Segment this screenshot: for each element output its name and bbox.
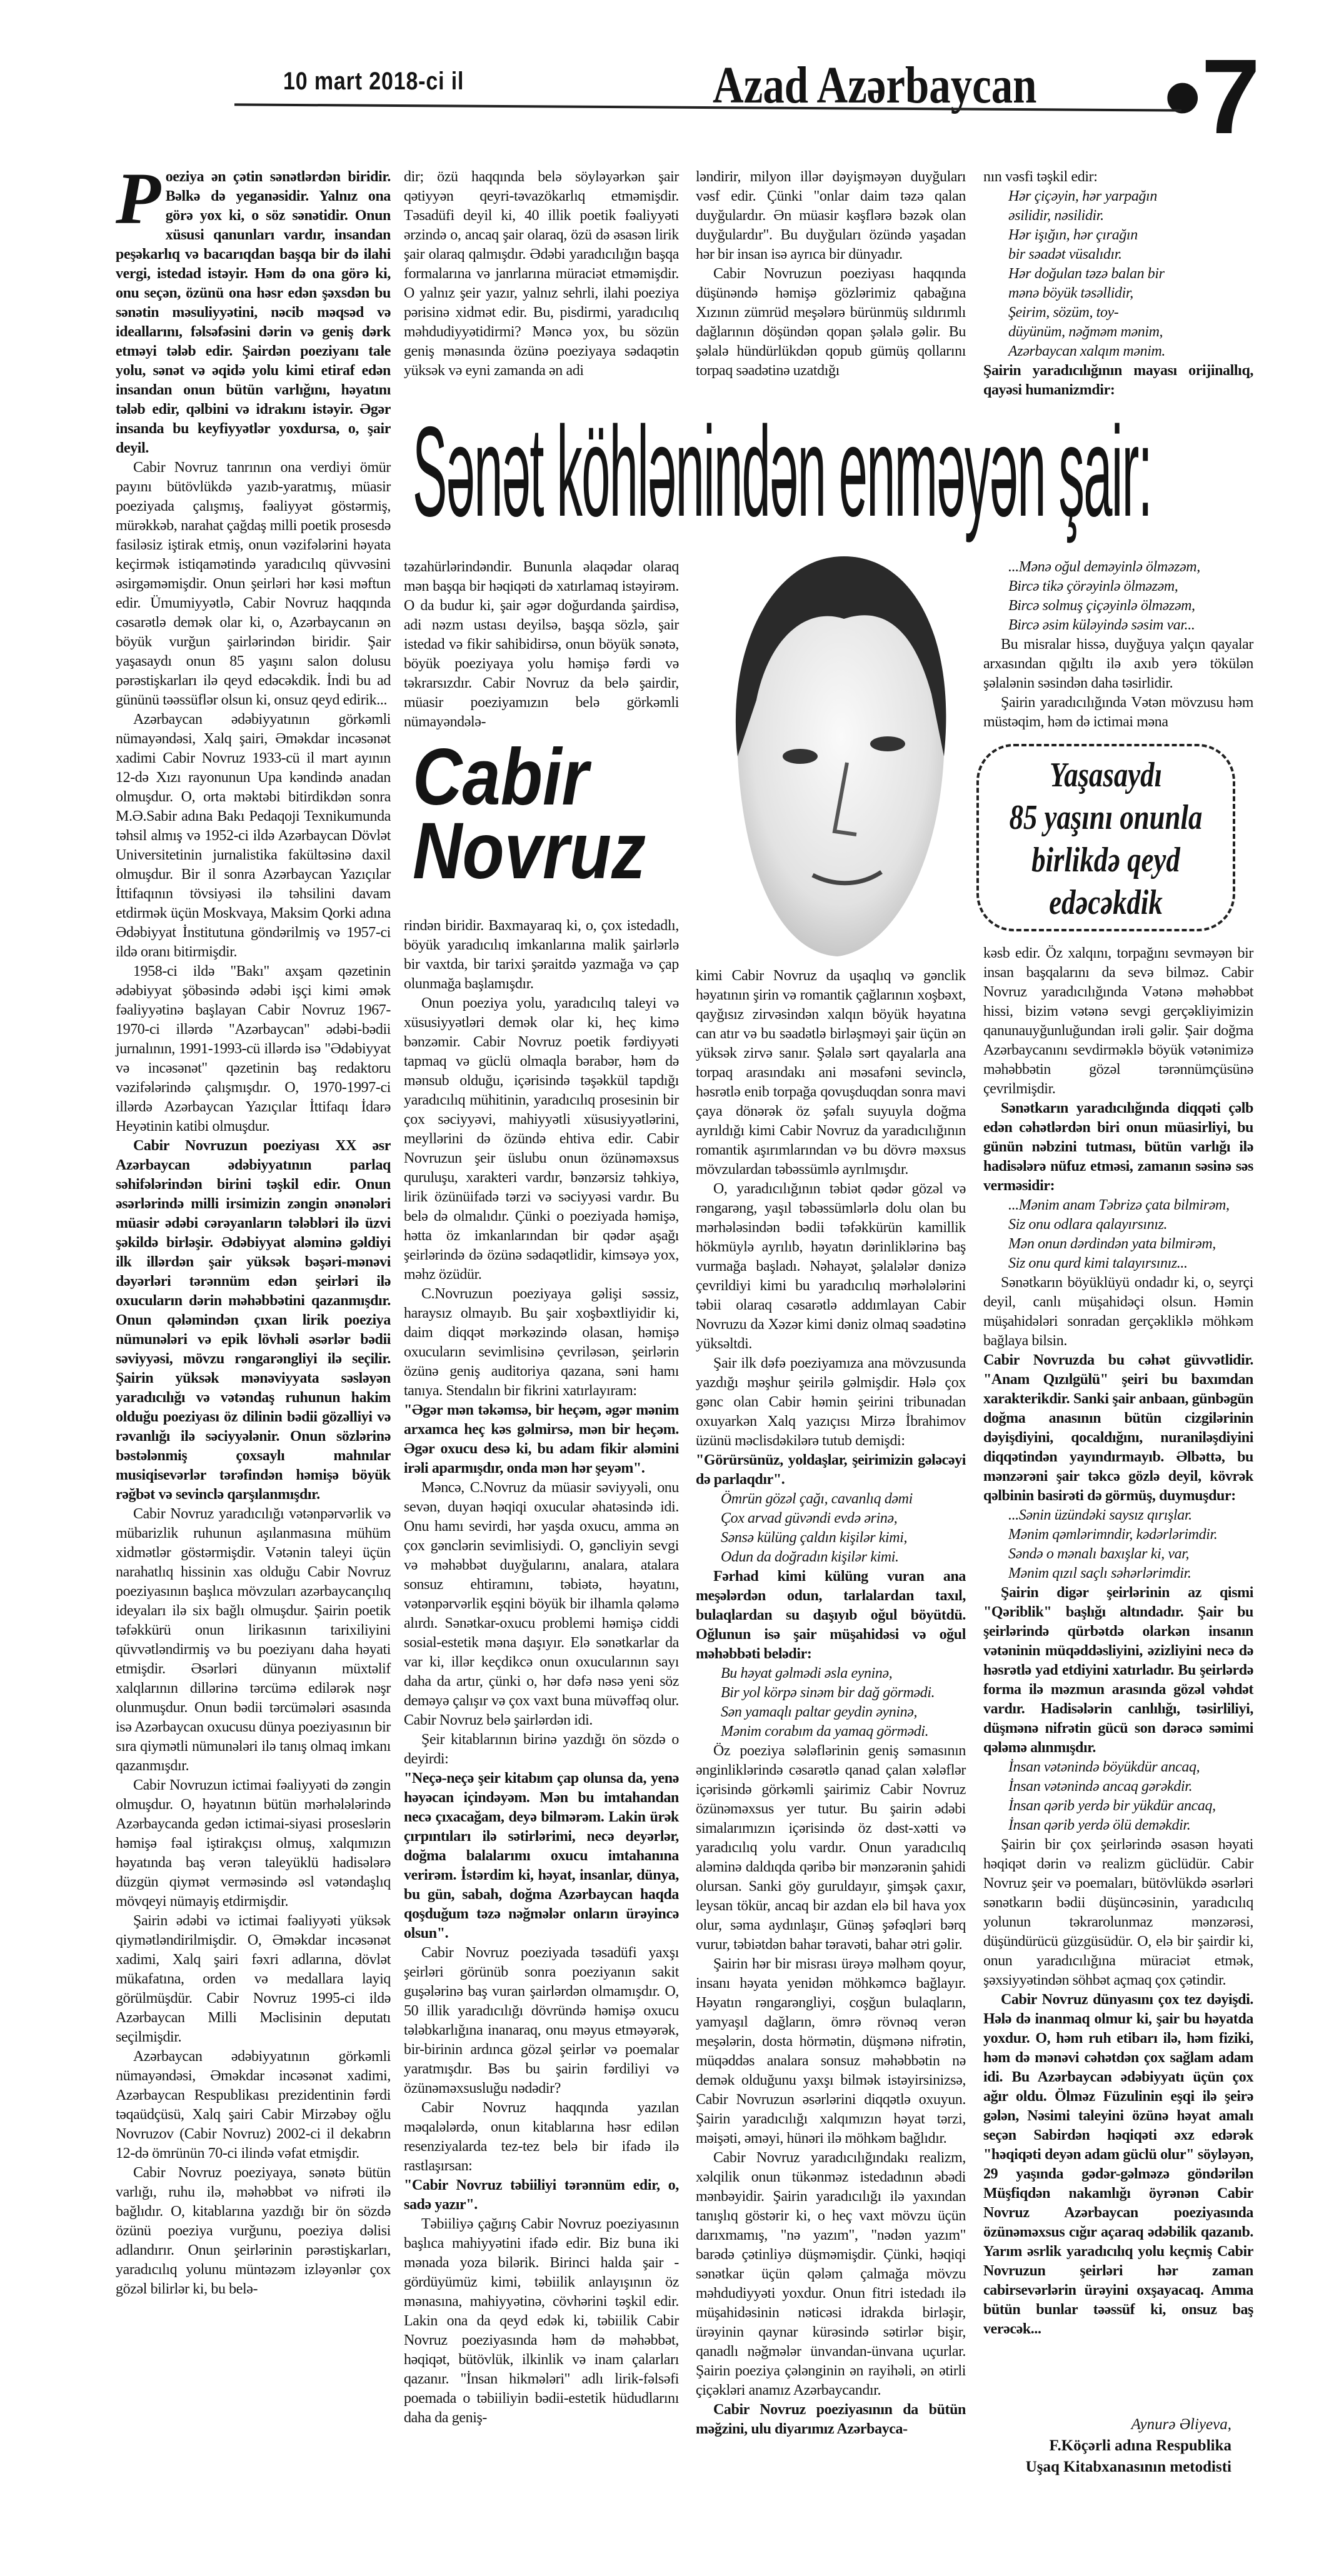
paragraph-text: Şairin yaradıcılığının mayası orijinallıq, qayəsi humanizmdir: xyxy=(983,363,1253,398)
poem-line: ...Mənim anam Təbrizə çata bilmirəm, xyxy=(1008,1197,1230,1213)
paragraph-text: təzahürlərindəndir. Bununla əlaqədar olaraq mən başqa bir həqiqəti də xatırlamaq istəyirəm. O da budur ki, şair əgər doğurdanda şairdisə, adi nəzm ustası deyilsə, başqa sözlə, şair istedad və fikir sahibidirsə, onun böyük sənətə, böyük poeziyaya yolu həmişə fərdi və təkrarsızdır. Cabir Novruz da belə şairdir, müasir poeziyamızın belə görkəmli nümayəndələ- xyxy=(404,559,679,730)
paragraph-text: Cabir Novruzun poeziyası haqqında düşünəndə həmişə gözlərimiz qabağına Xızının zümrüd meşələrə bürünmüş sıldırımlı dağlarının döşündən qopan şəlalə gəlir. Bu şəlalə hündürlükdən qopub gümüş qollarını torpaq səadətinə uzatdığı xyxy=(696,266,966,379)
article-paragraph xyxy=(404,168,679,381)
article-paragraph xyxy=(404,1478,679,1730)
poem-line: İnsan qərib yerdə ölü deməkdir. xyxy=(1008,1817,1191,1833)
poem-line: Bir yol körpə sinəm bir dağ görmədi. xyxy=(721,1685,935,1701)
poem-line: Səndə o mənalı baxışlar ki, var, xyxy=(1008,1546,1190,1562)
paragraph-text: C.Novruzun poeziyaya gəlişi səssiz, haraysız olmayıb. Bu şair xoşbəxtliyidir ki, daim diqqət mərkəzində olasan, həmişə oxucuların sevimlisinə çevriləsən, şeirlərin özünə geniş auditoriya qazana, səni hamı tanıya. Stendalın bir fikrini xatırlayıram: xyxy=(404,1286,679,1399)
paragraph-text: Cabir Novruzun poeziyası XX əsr Azərbaycan ədəbiyyatının parlaq səhifələrindən birini təşkil edir. Onun əsərlərində milli irsimizin zəngin ənənələri müasir ədəbi cərəyanların tələbləri ilə üzvi şəkildə birləşir. Ədəbiyyat aləminə gəldiyi ilk illərdən şair yüksək bəşəri-mənəvi dəyərləri tərənnüm edən şeirləri ilə oxucuların dərin məhəbbətini qazanmışdır. Onun qələmindən çıxan lirik poeziya nümunələri və epik lövhəli əsərlər bədii səviyyəsi, mövzu rəngarəngliyi ilə seçilir. Şairin yüksək mənəviyyata səsləyən yaradıcılığı və vətəndaş ruhunun hakim olduğu poeziyası öz dilinin bədii gözəlliyi və rəvanlığı ilə səciyyələnir. Onun sözlərinə bəstələnmiş çoxsaylı mahnılar musiqisevərlər tərəfindən həmişə böyük rəğbət və sevinclə qarşılanmışdır. xyxy=(116,1138,391,1503)
paragraph-text: Şairin digər şeirlərinin az qismi "Qəriblik" başlığı altındadır. Şair bu şeirlərində qürbətdə olarkən insanın vətəninin müqəddəsliyini, əzizliyini necə də həsrətlə yad etdiyini xatırladır. Bu şeirlərdə forma ilə məzmun arasında gözəl vəhdət vardır. Hadisələrin canlılığı, təsirliliyi, düşmənə nifrətin gücü son dərəcə səmimi qələmə alınmışdır. xyxy=(983,1585,1253,1756)
column-2-top xyxy=(404,168,679,381)
paragraph-text: Cabir Novruzun ictimai fəaliyyəti də zəngin olmuşdur. O, həyatının bütün mərhələlərində Azərbaycanda gedən ictimai-siyasi proseslərin həmişə fəal iştirakçısı olmuş, xalqımızın həyatında baş verən taleyüklü hadisələrə düzgün qiymət verməsində əsl vətəndaşlıq mövqeyi nümayiş etdirmişdir. xyxy=(116,1777,391,1910)
article-paragraph xyxy=(116,458,391,710)
article-paragraph xyxy=(404,2098,679,2176)
article-paragraph xyxy=(404,994,679,1285)
poem-excerpt xyxy=(1008,187,1253,361)
paragraph-text: Cabir Novruz yaradıcılığı vətənpərvərlik və mübarizlik ruhunun aşılanmasına mühüm xidmətlər göstərmişdir. Vətənin taleyi üçün narahatlıq hissinin xas olduğu Cabir Novruz poeziyasının başlıca mövzuları azərbaycançılıq ideyaları ilə six bağlı olmuşdur. Şairin poetik təfəkkürü onun lirikasının tarixiliyini qüvvətləndirmiş və bu poeziyanı daha həyati etmişdir. Əsərləri dünyanın müxtəlif xalqlarının dillərinə tərcümə edilərək nəşr olunmuşdur. Onun bədii tərcümələri əsasında isə Azərbaycan oxucusu dünya poeziyasının bir sıra qiymətli nümunələri ilə tanış olmaq imkanı qazanmışdır. xyxy=(116,1506,391,1774)
paragraph-text: Sənətkarın böyüklüyü ondadır ki, o, seyrçi deyil, canlı müşahidəçi olsun. Həmin müşahidələri sonradan gerçəkliklə möhkəm bağlaya bilsin. xyxy=(983,1275,1253,1349)
article-paragraph xyxy=(696,966,966,1180)
paragraph-text: Azərbaycan ədəbiyyatının görkəmli nümayəndəsi, Əməkdar incəsənət xadimi, Azərbaycan Respublikası prezidentinin fərdi təqaüdçüsü, Xalq şairi Cabir Mirzəbəy oğlu Novruzov (Cabir Novruz) 2002-ci il dekabrın 12-də ömrünün 70-ci ilində vəfat etmişdir. xyxy=(116,2048,391,2162)
poem-line: Çox arvad güvəndi evdə ərinə, xyxy=(721,1510,898,1526)
article-paragraph xyxy=(983,944,1253,1099)
poem-excerpt xyxy=(1008,558,1253,635)
article-headline: Sənət köhlənindən enməyən şair: xyxy=(413,400,1152,543)
article-paragraph xyxy=(696,1955,966,2148)
paragraph-text: Cabir Novruz yaradıcılığındakı realizm, xəlqilik onun tükənməz istedadının əbədi mənbəyidir. Şairin yaradıcılığı ilə yaxından tanışlıq göstərir ki, o heç vaxt mövzu üçün darıxmamış, "nə yazım", "nədən yazım" barədə çətinliyə düşməmişdir. Çünki, həqiqi sənətkar üçün qələm çalmağa mövzu məhdudiyyəti yoxdur. Onun fitri istedadı ilə müşahidəsinin nəticəsi idrakda birləşir, ürəyinin qaynar kürəsində sətirlər bişir, qanadlı nəğmələr ünvandan-ünvana uçurlar. Şairin poeziya çələnginin ən rayihəli, ən ətirli çiçəkləri anamız Azərbaycandır. xyxy=(696,2150,966,2398)
paragraph-text: oeziya ən çətin sənətlərdən biridir. Bəlkə də yeganəsidir. Yalnız ona görə yox ki, o söz sənətidir. Onun xüsusi qanunları vardır, insandan peşəkarlıq və bacarıqdan başqa bir də ilahi vergi, istedad istəyir. Həm də ona görə ki, onu seçən, özünü ona həsr edən şəxsdən bu sənətin məsuliyyətini, nəcib məqsəd və ideallarını, fəlsəfəsini dərin və geniş dərk etməyi tələb edir. Şairdən poeziyanı tale yolu, sənət və əqidə yolu kimi etiraf edən insandan onun bütün varlığını, həyatını tələb edir, qəlbini və idrakını istəyir. Əgər insanda bu keyfiyyətlər yoxdursa, o, şair deyil. xyxy=(116,169,391,456)
poem-line: Siz onu odlara qalayırsınız. xyxy=(1008,1216,1168,1233)
poem-line: Azərbaycan xalqım mənim. xyxy=(1008,343,1166,359)
drop-cap: P xyxy=(116,158,161,239)
paragraph-text: Öz poeziya sələflərinin geniş səmasının ənginliklərində cəsarətlə qanad çalan xələflər içərisində görkəmli şairimiz Cabir Novruz özünəməxsus yer tutur. Bu şairin ədəbi simalarımızın içərisində öz dəst-xətti və yaradıcılıq yolu vardır. Onun yaradıcılıq aləminə daldıqda qəribə bir mənzərənin şahidi olursan. Sanki göy guruldayır, şimşək çaxır, leysan tökür, ancaq bir azdan elə bil hava yox olur, səma aydınlaşır, Günəş şəfəqləri bərq vurur, təbiətdən bahar təravəti, bahar ətri gəlir. xyxy=(696,1743,966,1953)
poem-line: Mənim qızıl saçlı səhərlərimdir. xyxy=(1008,1565,1191,1581)
poem-line: Odun da doğradın kişilər kimi. xyxy=(721,1549,899,1565)
column-1 xyxy=(116,158,391,2299)
article-paragraph xyxy=(696,1451,966,1490)
article-paragraph xyxy=(983,168,1253,187)
poem-line: Mən onun dərdindən yata bilmirəm, xyxy=(1008,1236,1216,1252)
page-number: •7 xyxy=(1164,38,1261,156)
article-paragraph xyxy=(696,1742,966,1955)
poet-portrait-photo xyxy=(700,550,969,956)
poem-line: Hər işığın, hər çırağın xyxy=(1008,227,1138,243)
paragraph-text: 1958-ci ildə "Bakı" axşam qəzetinin ədəbiyyat şöbəsində ədəbi işçi kimi əmək fəaliyyətinə başlayan Cabir Novruz 1967-1970-ci illərdə "Azərbaycan" ədəbi-bədii jurnalının, 1991-1993-cü illərdə isə "Ədəbiyyat və incəsənət" qəzetinin baş redaktoru vəzifələrində çalışmışdır. O, 1970-1997-ci illərdə Azərbaycan Yazıçılar İttifaqı İdarə Heyətinin katibi olmuşdur. xyxy=(116,963,391,1135)
column-4-middle xyxy=(983,558,1253,732)
poem-excerpt xyxy=(721,1490,966,1567)
paragraph-text: "Əgər mən təkəmsə, bir heçəm, əgər mənim arxamca heç kəs gəlmirsə, mən bir heçəm. Əgər oxucu desə ki, bu adam fikir aləmini irəli aparmışdır, onda mən hər şeyəm". xyxy=(404,1402,679,1476)
poem-line: mənə böyük təsəllidir, xyxy=(1008,285,1133,301)
article-paragraph xyxy=(696,2400,966,2439)
article-paragraph xyxy=(983,1990,1253,2339)
paragraph-text: Onun poeziya yolu, yaradıcılıq taleyi və xüsusiyyətləri demək olar ki, heç kimə bənzəmir. Cabir Novruz poetik fərdiyyəti tapmaq və güclü olmaqla bərabər, həm də mənsub olduğu, içərisində təşəkkül tapdığı yaradıcılıq mühitinin, yaradıcılıq prosesinin bir çox səciyyəvi, mahiyyətli xüsusiyyətlərini, meyllərini də özündə ehtiva edir. Cabir Novruzun şeir üslubu onun özünəməxsus quruluşu, xarakteri vardır, bənzərsiz təhkiyə, lirik özünüifadə tərzi və səciyyəsi vardır. Bu belə də olmalıdır. Çünki o poeziyada həmişə, hətta öz imkanlarından bir qədər aşağı şeirlərində də özünə sədaqətlidir, kimsəyə yox, məhz özüdür. xyxy=(404,995,679,1283)
poem-excerpt xyxy=(1008,1758,1253,1835)
poem-line: əsilidir, nəsilidir. xyxy=(1008,208,1104,224)
poem-excerpt xyxy=(1008,1506,1253,1583)
pull-quote-box xyxy=(976,744,1235,931)
paragraph-text: "Cabir Novruz təbiiliyi tərənnüm edir, o, sadə yazır". xyxy=(404,2177,679,2213)
paragraph-text: Şeir kitablarının birinə yazdığı ön sözdə o deyirdi: xyxy=(404,1732,679,1767)
article-paragraph xyxy=(116,962,391,1136)
paragraph-text: "Görürsünüz, yoldaşlar, şeirimizin gələcəyi də parlaqdır". xyxy=(696,1452,966,1488)
article-paragraph xyxy=(404,916,679,994)
article-paragraph xyxy=(983,361,1253,400)
article-paragraph xyxy=(983,1583,1253,1758)
article-paragraph xyxy=(404,2215,679,2428)
poem-line: ...Sənin üzündəki saysız qırışlar. xyxy=(1008,1507,1192,1523)
poet-first-name: Cabir xyxy=(413,733,589,822)
poem-line: İnsan qərib yerdə bir yükdür ancaq, xyxy=(1008,1798,1216,1814)
paragraph-text: Sənətkarın yaradıcılığında diqqəti çəlb edən cəhətlərdən biri onun müasirliyi, bu günün nəbzini tutması, bütün varlığı ilə hadisələrə nüfuz etməsi, zamanın səsinə səs verməsidir: xyxy=(983,1100,1253,1194)
paragraph-text: Cabir Novruz haqqında yazılan məqalələrdə, onun kitablarına həsr edilən resenziyalarda tez-tez belə bir ifadə ilə rastlaşırsan: xyxy=(404,2100,679,2174)
author-signature xyxy=(975,2414,1231,2478)
poem-line: İnsan vətənində ancaq gərəkdir. xyxy=(1008,1778,1193,1795)
article-paragraph xyxy=(983,693,1253,732)
poem-line: Bircə tikə çörəyinlə ölməzəm, xyxy=(1008,578,1178,594)
paragraph-text: kimi Cabir Novruz da uşaqlıq və gənclik həyatının şirin və romantik çağlarının xoşbəxt, qayğısız zirvəsindən xalqın böyük həyatına can atır və bu səadətlə birləşməyi şair üçün ən yüksək zirvə sanır. Şəlalə sərt qayalarla ana torpaq arasındakı ani məsafəni sevinclə, həsrətlə enib torpağa qovuşduqdan sonra mavi çaya dönərək öz şəfalı suyuyla doğma ayrıldığı kimi Cabir Novruz da yaradıcılığının romantik aşırımlarından və bu dövrə məxsus mövzulardan təbəssümlə ayrılmışdır. xyxy=(696,968,966,1178)
newspaper-title: Azad Azərbaycan xyxy=(713,56,1037,114)
paragraph-text: kəsb edir. Öz xalqını, torpağını sevməyən bir insan başqalarını da sevə bilməz. Cabir Novruz yaradıcılığında Vətənə məhəbbət hissi, bizim vətənə sevgi gerçəkliyimizin qanunauyğunluğundan irəli gəlir. Şair doğma Azərbaycanını sevdirməklə böyük vətənimizə məhəbbətin gözəl tərənnümçüsünə çevrilmişdir. xyxy=(983,945,1253,1097)
paragraph-text: rindən biridir. Baxmayaraq ki, o, çox istedadlı, böyük yaradıcılıq imkanlarına malik şairlərlə bir vaxtda, bir tarixi şəraitdə yazmağa və çap olunmağa başlamışdır. xyxy=(404,918,679,992)
paragraph-text: O, yaradıcılığının təbiət qədər gözəl və rəngarəng, yaşıl təbəssümlərlə dolu olan bu mərhələsindən bədii təfəkkürün kamillik hökmüylə ayrılıb, həyatın dərinliklərinə baş vurmağa başladı. Nəhayət, şəlalələr dənizə çevrildiyi kimi bu yaradıcılıq mərhələlərini təbii olaraq cəsarətlə addımlayan Cabir Novruzu da Xəzər kimi dəniz olmaq səadətinə yüksəltdi. xyxy=(696,1181,966,1352)
poem-line: Hər doğulan təzə balan bir xyxy=(1008,266,1165,282)
article-paragraph xyxy=(404,1769,679,1943)
poem-line: Şeirim, sözüm, toy- xyxy=(1008,304,1119,321)
article-paragraph xyxy=(404,1730,679,1769)
author-organization: F.Köçərli adına Respublika xyxy=(1049,2437,1231,2454)
pull-quote-line: Yaşasaydı xyxy=(1049,756,1163,794)
poem-line: Bu həyat gəlmədi əsla eyninə, xyxy=(721,1665,893,1681)
poem-line: Bircə əsim küləyində səsim var... xyxy=(1008,617,1195,633)
poem-excerpt xyxy=(721,1664,966,1742)
article-paragraph xyxy=(116,2047,391,2163)
article-paragraph xyxy=(116,2163,391,2299)
poem-line: bir səadət vüsalıdır. xyxy=(1008,246,1122,263)
poem-line: İnsan vətənində böyükdür ancaq, xyxy=(1008,1759,1200,1775)
paragraph-text: nın vəsfi təşkil edir: xyxy=(983,169,1098,185)
article-paragraph xyxy=(696,1180,966,1354)
column-3-top xyxy=(696,168,966,381)
column-4-bottom xyxy=(983,944,1253,2339)
article-paragraph xyxy=(983,1273,1253,1351)
issue-date: 10 mart 2018-ci il xyxy=(283,68,464,95)
paragraph-text: Şairin hər bir misrası ürəyə məlhəm qoyur, insanı həyata yenidən möhkəmcə bağlayır. Həyatın rəngarəngliyi, coşğun bulaqların, yamyaşıl dağların, ömrə rövnəq verən meşələrin, dosta hörmətin, düşmənə nifrətin, müqəddəs analara sonsuz məhəbbətin nə demək olduğunu yaxşı bilmək istəyirsinizsə, Cabir Novruzun əsərlərini diqqətlə oxuyun. Şairin yaradıcılığı xalqımızın həyat tərzi, məişəti, əməyi, hünəri ilə möhkəm bağlıdır. xyxy=(696,1956,966,2147)
paragraph-text: dir; özü haqqında belə söyləyərkən şair qətiyyən qeyri-təvazökarlıq etməmişdir. Təsadüfi deyil ki, 40 illik poetik fəaliyyəti ərzində o, ancaq şair olaraq, özü də əsasən lirik şair olaraq qalmışdır. Ədəbi yaradıcılığın başqa formalarına və janrlarına müraciət etməmişdir. O yalnız şeir yazır, yalnız sehrli, ilahi poeziya pərisinə xidmət edir. Bu, pisdirmi, yaradıcılıq məhdudiyyətidirmi? Məncə yox, bu sözün geniş mənasında özünə poeziyaya sədaqətin yüksək və eyni zamanda ən adi xyxy=(404,169,679,379)
pull-quote-line: edəcəkdik xyxy=(1049,883,1163,922)
article-paragraph xyxy=(404,558,679,732)
poem-line: Siz onu qurd kimi talayırsınız... xyxy=(1008,1255,1188,1271)
article-paragraph xyxy=(983,1835,1253,1990)
column-3-bottom xyxy=(696,966,966,2439)
header-rule xyxy=(234,103,1181,111)
article-paragraph xyxy=(116,1776,391,1912)
poem-line: Hər çiçəyin, hər yarpağın xyxy=(1008,188,1157,204)
poem-line: Mənim qəmlərimndir, kədərlərimdir. xyxy=(1008,1526,1218,1543)
paragraph-text: Şairin bir çox şeirlərində əsasən həyati həqiqət dərin və realizm güclüdür. Cabir Novruz şeir və poemaları, bütövlükdə əsərləri sənətkarın bədii düşüncəsinin, yaradıcılıq yolunun təkrarolunmaz mənzərəsi, düşündürücü güzgüsüdür. O, elə bir şairdir ki, onun yaradıcılığına müraciət etmək, şəxsiyyətindən söhbət açmaq çox çətindir. xyxy=(983,1837,1253,1988)
column-2-middle xyxy=(404,558,679,732)
author-name: Aynurə Əliyeva, xyxy=(1131,2416,1231,2433)
poet-last-name: Novruz xyxy=(413,806,646,896)
paragraph-text: Şairin ədəbi və ictimai fəaliyyəti yüksək qiymətləndirilmişdir. O, Əməkdar incəsənət xadimi, Xalq şairi fəxri adlarına, dövlət mükafatına, orden və medallara layiq görülmüşdür. Cabir Novruz 1995-ci ildə Azərbaycan Milli Məclisinin deputatı seçilmişdir. xyxy=(116,1913,391,2045)
paragraph-text: Təbiiliyə çağırış Cabir Novruz poeziyasının başlıca mahiyyətini ifadə edir. Biz buna iki mənada yoza bilərik. Birinci halda şair - gördüyümüz kimi, təbiilik anlayışının öz mənasına, mahiyyətinə, cövhərini təşkil edir. Lakin ona da qeyd edək ki, təbiilik Cabir Novruz poeziyasında həm də məhəbbət, həqiqət, bütövlük, ilkinlik və inam çalarları qazanır. "İnsan hikmələri" adlı lirik-fəlsəfi poemada o təbiiliyin bədii-estetik hüdudlarını daha da geniş- xyxy=(404,2216,679,2426)
poet-name xyxy=(413,733,646,896)
article-paragraph xyxy=(116,1912,391,2047)
paragraph-text: Bu misralar hissə, duyğuya yalçın qayalar arxasından qığıltı ilə axıb yerə tökülən şəlalənin səsindən daha təsirlidir. xyxy=(983,636,1253,691)
article-paragraph xyxy=(116,710,391,962)
poem-excerpt xyxy=(1008,1196,1253,1273)
poem-line: düyünüm, nəğməm mənim, xyxy=(1008,324,1163,340)
poem-line: Sən yamaqlı paltar geydin əyninə, xyxy=(721,1704,918,1720)
paragraph-text: Cabir Novruz dünyasını çox tez dəyişdi. Hələ də inanmaq olmur ki, şair bu həyatda yoxdur. O, həm ruh etibarı ilə, həm fiziki, həm də mənəvi cəhətdən çox sağlam adam idi. Bu Azərbaycan ədəbiyyatı üçün çox ağır oldu. Ölməz Füzulinin eşqi ilə şeirə gələn, Nəsimi taleyini özünə həyat amalı seçən Sabirdən həqiqəti əxz edərək "həqiqəti deyən adam güclü olur" söyləyən, 29 yaşında gədər-gəlməzə göndərilən Müşfiqdən nakamlığı öyrənən Cabir Novruz Azərbaycan poeziyasında özünəməxsus cığır açaraq ədəbilik qazanıb. Yarım əsrlik yaradıcılıq yolu keçmiş Cabir Novruzun şeirləri hər zaman cabirsevərlərin ürəyini oxşayacaq. Amma bütün bunlar təəssüf ki, onsuz baş verəcək... xyxy=(983,1992,1253,2337)
paragraph-text: Cabir Novruz poeziyaya, sənətə bütün varlığı, ruhu ilə, məhəbbət və nifrəti ilə bağlıdır. O, kitablarına yazdığı bir ön sözdə özünü poeziya vurğunu, poeziya dəlisi adlandırır. Onun şeirlərinin pərəstişkarları, yaradıcılıq yolunu müntəzəm izləyənlər çox gözəl bilirlər ki, bu belə- xyxy=(116,2165,391,2297)
paragraph-text: Məncə, C.Novruz da müasir səviyyəli, onu sevən, duyan həqiqi oxucular əhatəsində idi. Onu hamı sevirdi, hər yaşda oxucu, amma ən çox gənclərin sevimlisiydi. O, gəncliyin sevgi və məhəbbət duyğularını, analara, atalara sonsuz ehtiramını, təbiətə, həyatını, vətənpərvərlik eşqini böyük bir ilhamla qələmə alırdı. Sənətkar-oxucu problemi həmişə ciddi sosial-estetik məna daşıyır. Elə sənətkarlar da var ki, illər keçdikcə onun oxucularının sayı daha da artır, çünki o, hər dəfə nəsə yeni söz deməyə çalışır və çox vaxt buna müvəffəq olur. Cabir Novruz belə şairlərdən idi. xyxy=(404,1480,679,1728)
article-paragraph xyxy=(404,1285,679,1401)
paragraph-text: Cabir Novruz poeziyada təsadüfi yaxşı şeirləri görünüb sonra poeziyanın sakit guşələrinə baş vuran şairlərdən olmamışdır. O, 50 illik yaradıcılığı dövründə həmişə oxucu tələbkarlığına inanaraq, onu məyus etməyərək, bir-birinin ardınca gözəl şeirlər və poemalar yaratmışdır. Bəs bu şairin fərdiliyi və özünəməxsusluğu nədədir? xyxy=(404,1945,679,2097)
column-4-top xyxy=(983,168,1253,400)
paragraph-text: ləndirir, milyon illər dəyişməyən duyğuları vəsf edir. Çünki "onlar daim təzə qalan duyğulardır. Ən müasir kəşflərə bəzək olan duyğulardır". Bu duyğuları özündə yaşadan hər bir insan isə ayrıca bir dünyadır. xyxy=(696,169,966,263)
article-paragraph xyxy=(404,1943,679,2098)
paragraph-text: Cabir Novruz poeziyasının da bütün məğzini, ulu diyarımız Azərbayca- xyxy=(696,2402,966,2437)
paragraph-text: "Neçə-neçə şeir kitabım çap olunsa da, yenə həyəcan içindəyəm. Mən bu imtahandan necə çıxacağam, deyə bilmərəm. Lakin ürək çırpıntıları ilə sətirlərimi, necə deyərlər, doğma balalarımı oxucu imtahanına verirəm. İstərdim ki, həyat, insanlar, dünya, bu gün, sabah, doğma Azərbaycan haqda qoşduğum təzə nəğmələr onların ürəyincə olsun". xyxy=(404,1770,679,1942)
article-paragraph xyxy=(696,168,966,264)
article-paragraph xyxy=(696,264,966,381)
article-paragraph xyxy=(983,635,1253,693)
article-paragraph xyxy=(116,1136,391,1505)
article-paragraph xyxy=(116,158,391,458)
poem-line: ...Mənə oğul deməyinlə ölməzəm, xyxy=(1008,559,1200,575)
paragraph-text: Cabir Novruzda bu cəhət güvvətlidir. "Anam Qızılgülü" şeiri bu baxımdan xarakterikdir. Sanki şair anbaan, günbəgün doğma anasının bütün cizgilərinin dəyişdiyini, qocaldığını, nuraniləşdiyini diqqətindən yayındırmayıb. Əlbəttə, bu mənzərəni şair təkcə gözlə deyil, kövrək qəlbinin basirəti də görmüş, duymuşdur: xyxy=(983,1352,1253,1504)
paragraph-text: Şair ilk dəfə poeziyamıza ana mövzusunda yazdığı məşhur şeirilə gəlmişdir. Hələ çox gənc olan Cabir həmin şeirini tribunadan oxuyarkən Xalq yazıçısı Mirzə İbrahimov üzünü məclisdəkilərə tutub demişdi: xyxy=(696,1355,966,1449)
paragraph-text: Cabir Novruz tanrının ona verdiyi ömür payını bütövlükdə yazıb-yaratmış, müasir poeziyada çalışmış, fəaliyyət göstərmiş, mürəkkəb, narahat çağdaş milli poetik prosesdə fasiləsiz iştirak etmiş, onun vəzifələrini həyata keçirmək istiqamətində yaradıcılıq qüvvəsini əsirgəməmişdir. Onun şeirləri hər kəsi məftun edir. Ümumiyyətlə, Cabir Novruz haqqında cəsarətlə demək olar ki, o, Azərbaycanın ən böyük vurğun şairlərindən biridir. Şair yaşasaydı onun 85 yaşını salon dolusu pərəstişkarları ilə qeyd edəcəkdik. İndi bu ad gününü təəssüflər olsun ki, onsuz qeyd edirik... xyxy=(116,459,391,708)
article-paragraph xyxy=(404,1401,679,1478)
pull-quote-line: birlikdə qeyd xyxy=(1031,841,1180,880)
article-paragraph xyxy=(696,1354,966,1451)
paragraph-text: Şairin yaradıcılığında Vətən mövzusu həm müstəqim, həm də ictimai məna xyxy=(983,694,1253,730)
article-paragraph xyxy=(116,1505,391,1776)
article-paragraph xyxy=(696,1567,966,1664)
pull-quote-line: 85 yaşını onunla xyxy=(1009,798,1203,837)
poem-line: Mənim corabım da yamaq görmədi. xyxy=(721,1723,929,1740)
article-paragraph xyxy=(983,1351,1253,1506)
paragraph-text: Azərbaycan ədəbiyyatının görkəmli nümayəndəsi, Xalq şairi, Əməkdar incəsənət xadimi Cabir Novruz 1933-cü il mart ayının 12-də Xızı rayonunun Upa kəndində anadan olmuşdur. O, orta məktəbi bitirdikdən sonra M.Ə.Sabir adına Bakı Pedaqoji Texnikumunda təhsil almış və 1952-ci ildə Azərbaycan Dövlət Universitetinin jurnalistika fakültəsinə daxil olmuşdur. Bir il sonra Azərbaycan Yazıçılar İttifaqının tövsiyəsi ilə təhsilini davam etdirmək üçün Moskvaya, Maksim Qorki adına Ədəbiyyat İnstitutuna göndərilmiş və 1957-ci ildə oranı bitirmişdir. xyxy=(116,711,391,960)
article-paragraph xyxy=(983,1099,1253,1196)
author-title: Uşaq Kitabxanasının metodisti xyxy=(1025,2458,1231,2475)
column-2-bottom xyxy=(404,916,679,2428)
poem-line: Ömrün gözəl çağı, cavanlıq dəmi xyxy=(721,1491,913,1507)
article-paragraph xyxy=(404,2176,679,2215)
article-paragraph xyxy=(696,2148,966,2400)
paragraph-text: Fərhad kimi külüng vuran ana meşələrdən odun, tarlalardan taxıl, bulaqlardan su daşıyıb oğul böyütdü. Oğlunun isə şair müşahidəsi və oğul məhəbbəti belədir: xyxy=(696,1568,966,1662)
poem-line: Sənsə külüng çaldın kişilər kimi, xyxy=(721,1530,908,1546)
poem-line: Bircə solmuş çiçəyinlə ölməzəm, xyxy=(1008,598,1195,614)
